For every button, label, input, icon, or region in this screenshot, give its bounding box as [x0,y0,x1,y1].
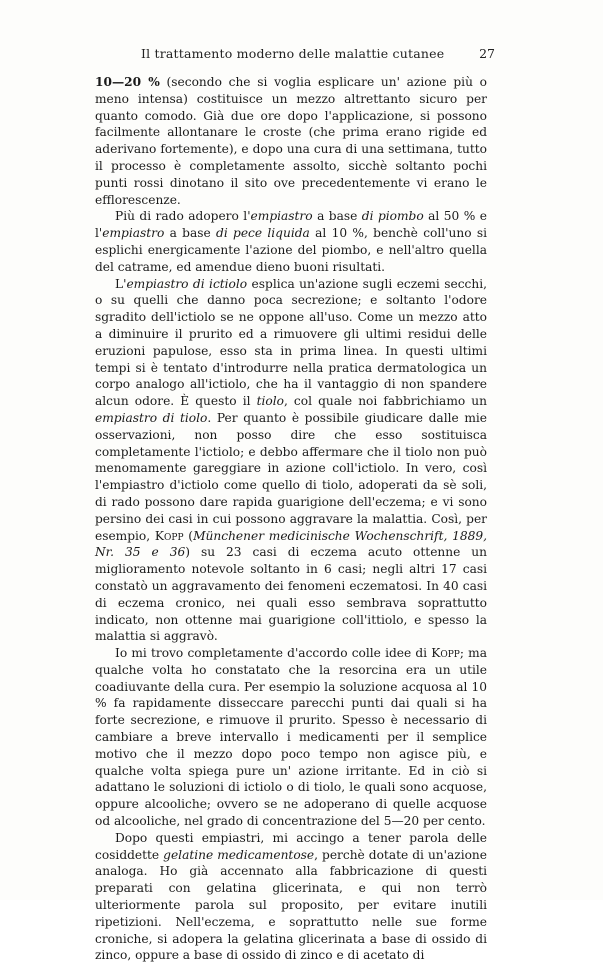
paragraph-4: Io mi trovo completamente d'accordo colle idee di Kopp; ma qualche volta ho constatato che la resorcina era un utile coadiuvante della cura. Per esempio la soluzione acquosa al 10 % fa rapidamente disseccare parecchi punti dai quali si ha forte secrezione, e rimuove il prurito. Spesso è necessario di cambiare a breve intervallo i medicamenti per il semplice motivo che il mezzo dopo poco tempo non agisce più, e qualche volta spiega pure un' azione irritante. Ed in ciò si adattano le soluzioni di ictiolo o di tiolo, le quali sono acquose, oppure alcooliche; ovvero se ne adoperano di quelle acquose od alcooliche, nel grado di concentrazione del 5—20 per cento. [95,646,487,829]
running-title: Il trattamento moderno delle malattie cutanee [141,46,445,61]
page-number: 27 [479,46,495,61]
paragraph-3: L'empiastro di ictiolo esplica un'azione sugli eczemi secchi, o su quelli che danno poca secrezione; e soltanto l'odore sgradito dell'ictiolo se ne oppone all'uso. Come un mezzo atto a diminuire il prurito ed a rimuovere gli ultimi residui delle eruzioni papulose, esso sta in prima linea. In questi ultimi tempi si è tentato d'introdurre nella pratica dermatologica un corpo analogo all'ictiolo, che ha il vantaggio di non spandere alcun odore. È questo il tiolo, col quale noi fabbrichiamo un empiastro di tiolo. Per quanto è possibile giudicare dalle mie osservazioni, non posso dire che esso sostituisca completamente l'ictiolo; e debbo affermare che il tiolo non può menomamente gareggiare in azione coll'ictiolo. In vero, così l'empiastro d'ictiolo come quello di tiolo, adoperati da sè soli, di rado possono dare rapida guarigione dell'eczema; e vi sono persino dei casi in cui possono aggravare la malattia. Così, per esempio, Kopp (Münchener medicinische Wochenschrift, 1889, Nr. 35 e 36) su 23 casi di eczema acuto ottenne un miglioramento notevole soltanto in 6 casi; negli altri 17 casi constatò un aggravamento dei fenomeni eczematosi. In 40 casi di eczema cronico, nei quali esso sembrava soprattutto indicato, non ottenne mai guarigione coll'ittiolo, e spesso la malattia si aggravò. [95,276,488,644]
body-text [95,74,487,964]
paragraph-5: Dopo questi empiastri, mi accingo a tener parola delle cosiddette gelatine medicamentose, perchè dotate di un'azione analoga. Ho già accennato alla fabbricazione di questi preparati con gelatina glicerinata, e qui non terrò ulteriormente parola sul proposito, per evitare inutili ripetizioni. Nell'eczema, e soprattutto nelle sue forme croniche, si adopera la gelatina glicerinata a base di ossido di zinco, oppure a base di ossido di zinco e di acetato di [95,830,487,963]
paragraph-2: Più di rado adopero l'empiastro a base di piombo al 50 % e l'empiastro a base di pece liquida al 10 %, benchè coll'uno si esplichi energicamente l'azione del piombo, e nell'altro quella del catrame, ed amendue dieno buoni risultati. [95,209,487,274]
running-header [95,46,495,66]
concentration-lead: 10—20 % [95,75,160,89]
journal-citation: Münchener medicinische Wochenschrift, 1889, Nr. 35 e 36 [95,528,487,560]
author-name-kopp: Kopp [431,646,460,661]
author-name-kopp: Kopp [154,528,184,543]
paragraph-1: 10—20 % (secondo che si voglia esplicare un' azione più o meno intensa) costituisce un mezzo altrettanto sicuro per quanto comodo. Già due ore dopo l'applicazione, si possono facilmente allontanare le croste (che prima erano rigide ed aderivano fortemente), e dopo una cura di una settimana, tutto il processo è completamente assolto, sicchè soltanto pochi punti rossi dinotano il sito ove precedentemente vi erano le efflorescenze. [95,75,487,207]
